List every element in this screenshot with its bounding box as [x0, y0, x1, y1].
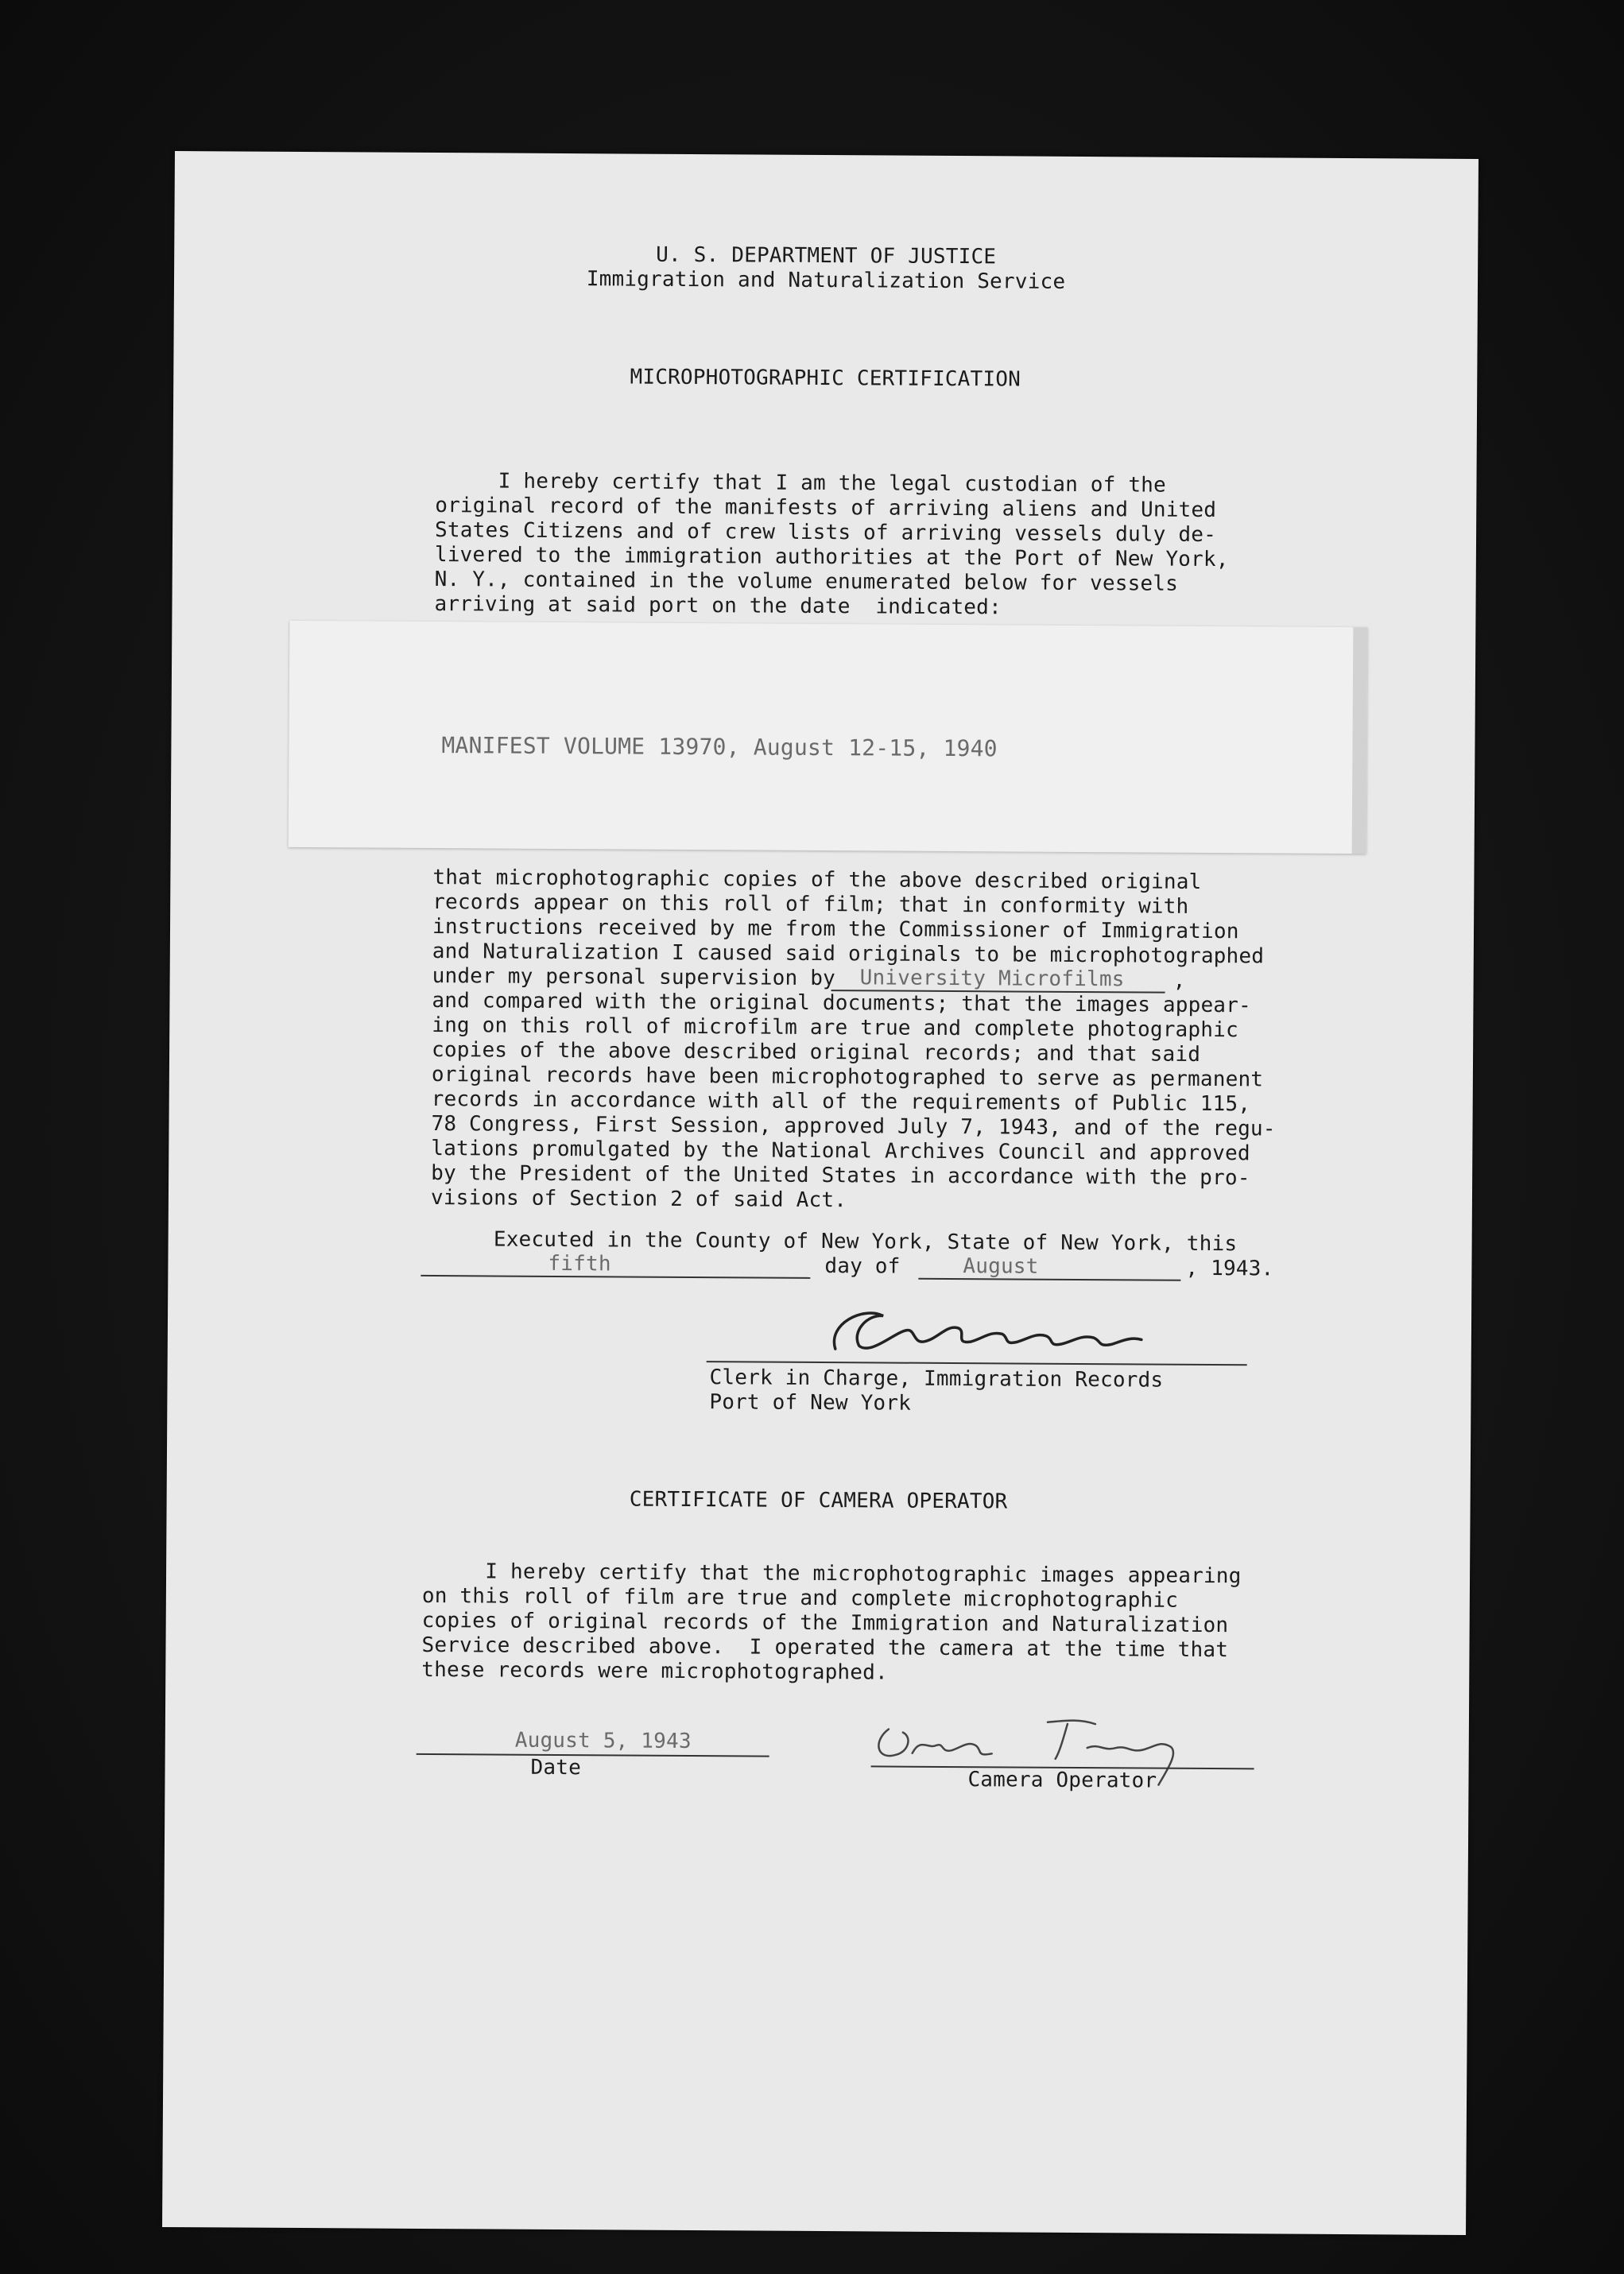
day-fill: fifth — [548, 1251, 611, 1276]
camera-certificate-title: CERTIFICATE OF CAMERA OPERATOR — [629, 1487, 1008, 1514]
body-line: by the President of the United States in accordance with the pro- — [431, 1161, 1250, 1191]
intro-line: I hereby certify that I am the legal custodian of the — [435, 469, 1167, 498]
intro-line: original record of the manifests of arriving aliens and United — [435, 494, 1217, 523]
date-label: Date — [530, 1755, 582, 1780]
body-line: under my personal supervision by — [432, 964, 836, 991]
body-line: visions of Section 2 of said Act. — [430, 1186, 847, 1213]
manifest-volume-label: MANIFEST VOLUME 13970, August 12-15, 1940 — [441, 732, 998, 762]
body-line: instructions received by me from the Commissioner of Immigration — [432, 915, 1239, 944]
day-of-label: day of — [824, 1254, 901, 1279]
certification-title: MICROPHOTOGRAPHIC CERTIFICATION — [630, 365, 1021, 392]
clerk-location: Port of New York — [709, 1390, 912, 1416]
body-line: records appear on this roll of film; that in conformity with — [432, 890, 1189, 919]
body-line: 78 Congress, First Session, approved July 7, 1943, and of the regu- — [431, 1112, 1276, 1141]
body-line: and Naturalization I caused said originals to be microphotographed — [432, 939, 1265, 969]
camera-line: I hereby certify that the microphotographic images appearing — [421, 1559, 1242, 1589]
supervisor-fill: University Microfilms — [859, 966, 1125, 992]
year-text: , 1943. — [1185, 1256, 1274, 1281]
service-heading: Immigration and Naturalization Service — [586, 267, 1066, 294]
operator-label: Camera Operator — [967, 1768, 1157, 1793]
camera-line: copies of original records of the Immigration and Naturalization — [421, 1608, 1229, 1638]
manifest-insert — [289, 621, 1368, 854]
intro-line: N. Y., contained in the volume enumerated below for vessels — [434, 568, 1179, 596]
month-fill: August — [963, 1254, 1039, 1279]
month-underline — [918, 1278, 1180, 1281]
body-line: that microphotographic copies of the above described original — [432, 866, 1202, 894]
body-line: and compared with the original documents; that the images appear- — [432, 989, 1252, 1018]
intro-line: States Citizens and of crew lists of arriving vessels duly de- — [434, 518, 1217, 548]
body-line: original records have been microphotographed to serve as permanent — [431, 1063, 1264, 1092]
day-underline — [421, 1275, 810, 1279]
executed-line: Executed in the County of New York, State of New York, this — [430, 1227, 1238, 1257]
camera-line: Service described above. I operated the camera at the time that — [421, 1633, 1229, 1663]
clerk-title: Clerk in Charge, Immigration Records — [709, 1366, 1164, 1393]
intro-line: livered to the immigration authorities at the Port of New York, — [434, 543, 1229, 572]
body-line: records in accordance with all of the requirements of Public 115, — [431, 1087, 1251, 1117]
camera-line: on this roll of film are true and complete microphotographic — [421, 1583, 1179, 1613]
body-line: ing on this roll of microfilm are true and complete photographic — [432, 1013, 1238, 1043]
body-line: lations promulgated by the National Archives Council and approved — [431, 1137, 1250, 1166]
camera-line: these records were microphotographed. — [421, 1657, 888, 1685]
clerk-signature — [820, 1300, 1169, 1366]
intro-line: arriving at said port on the date indicated: — [434, 592, 1002, 620]
supervisor-comma: , — [1172, 968, 1186, 993]
certificate-page — [162, 151, 1479, 2235]
date-underline — [417, 1753, 769, 1757]
department-heading: U. S. DEPARTMENT OF JUSTICE — [656, 242, 997, 269]
date-fill: August 5, 1943 — [514, 1728, 692, 1754]
body-line: copies of the above described original records; and that said — [431, 1038, 1201, 1067]
